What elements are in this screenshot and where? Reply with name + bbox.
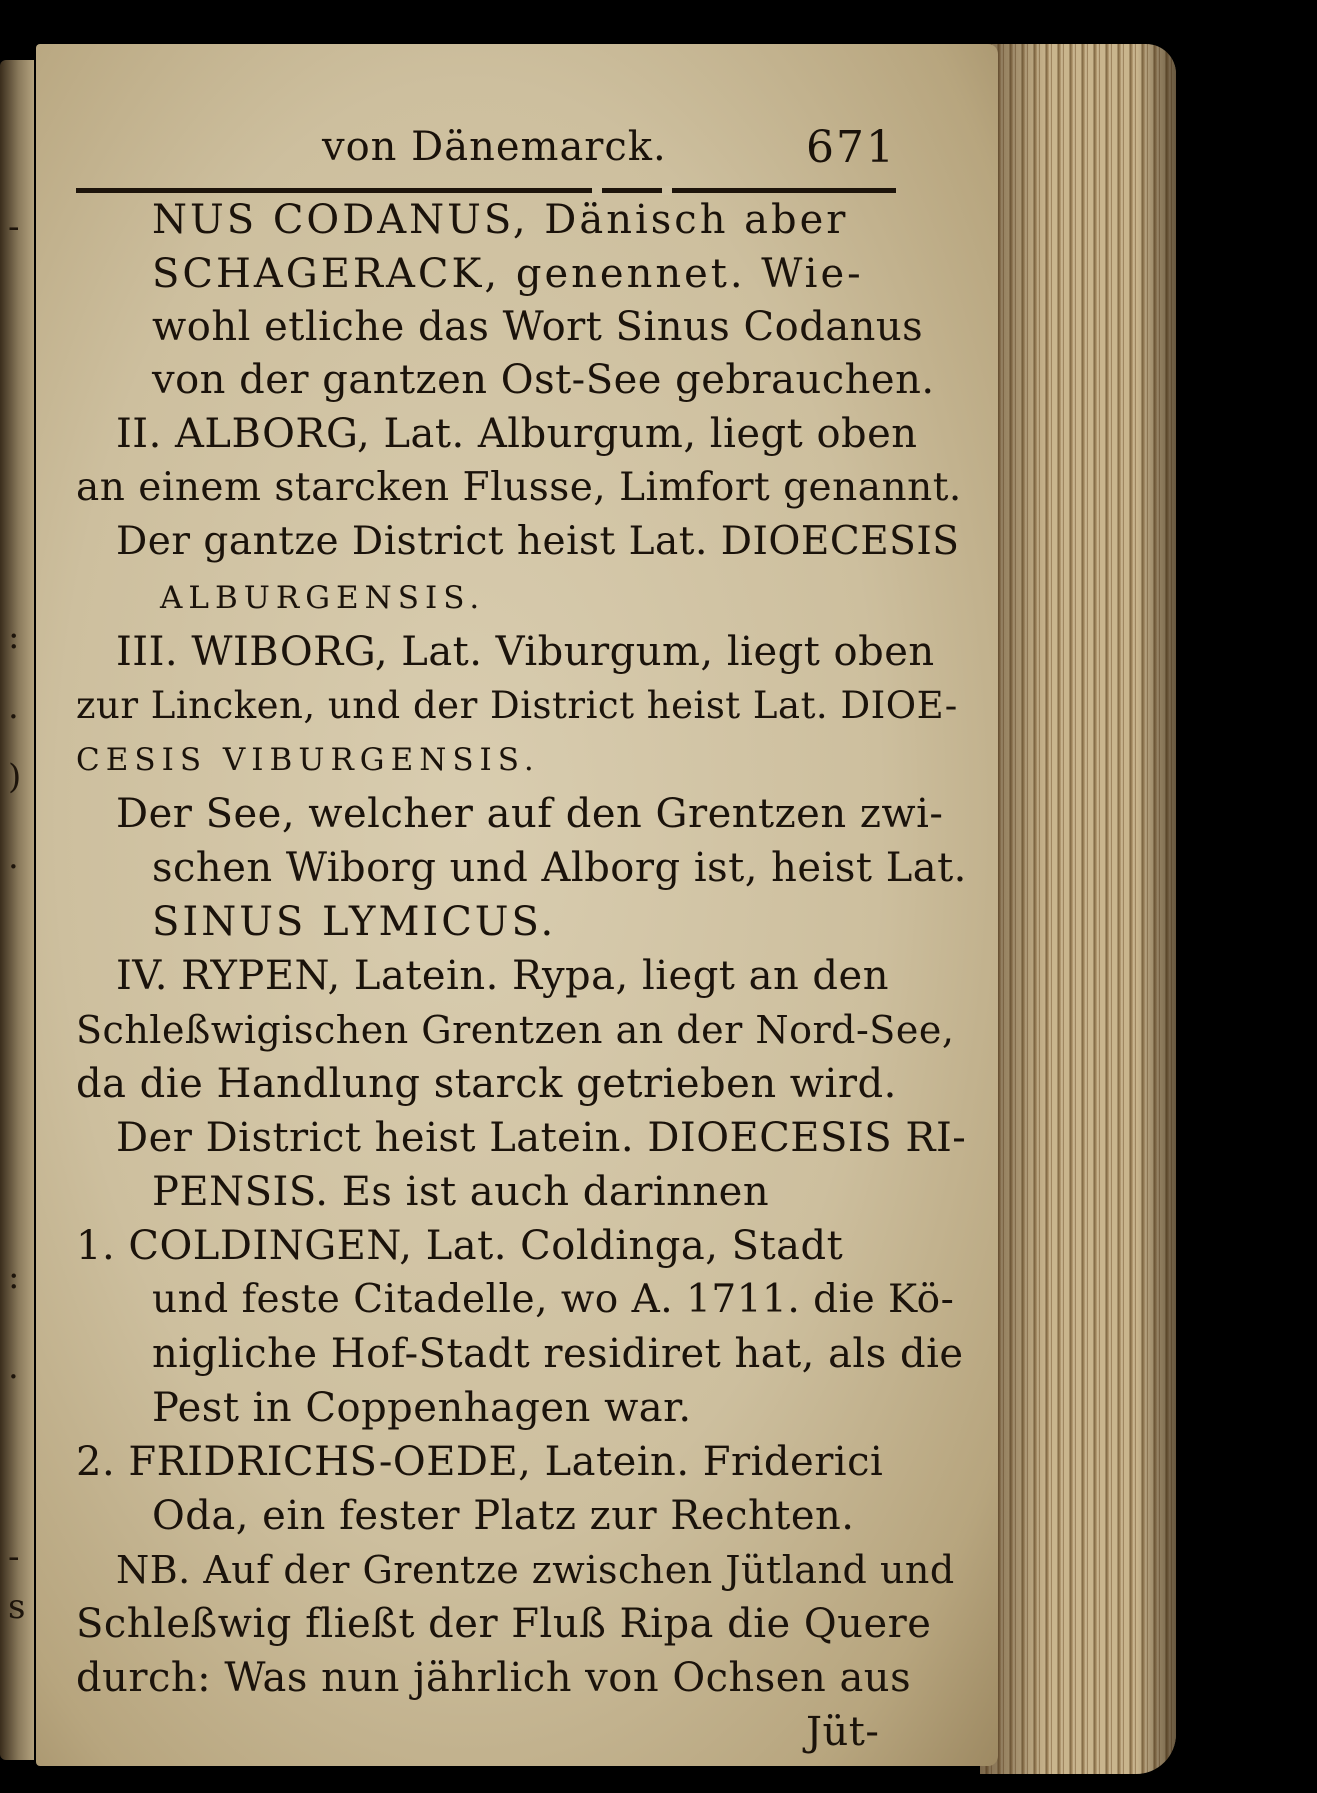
margin-mark: - [8,207,20,247]
text-line: Der See, welcher auf den Grentzen zwi- [116,791,944,837]
book-page [36,44,998,1766]
margin-mark: · [8,847,19,887]
running-head: von Dänemarck. [322,124,667,170]
previous-page-marks [2,60,32,1760]
text-line: Der gantze District heist Lat. DIOECESIS [116,519,960,564]
text-line: Schleßwig fließt der Fluß Ripa die Quere [76,1601,932,1647]
text-line: Der District heist Latein. DIOECESIS RI- [116,1115,967,1161]
text-line: 2. FRIDRICHS-OEDE, Latein. Friderici [76,1439,884,1485]
text-line: und feste Citadelle, wo A. 1711. die Kö- [152,1277,955,1322]
text-line: CESIS VIBURGENSIS. [76,742,540,778]
text-line: nigliche Hof-Stadt residiret hat, als die [152,1331,964,1377]
page-number: 671 [806,122,896,173]
text-line: ALBURGENSIS. [160,580,486,616]
text-line: Oda, ein fester Platz zur Rechten. [152,1493,855,1539]
margin-mark: : [8,617,20,657]
text-line: Pest in Coppenhagen war. [152,1385,692,1431]
text-line: SINUS LYMICUS. [152,899,557,945]
catchword: Jüt- [806,1709,880,1755]
margin-mark: : [8,1257,20,1297]
text-line: schen Wiborg und Alborg ist, heist Lat. [152,845,967,891]
text-line: Schleßwigischen Grentzen an der Nord-See, [76,1008,955,1052]
text-line: da die Handlung starck getrieben wird. [76,1061,897,1107]
text-line: NUS CODANUS, Dänisch aber [152,197,849,243]
text-line: durch: Was nun jährlich von Ochsen aus [76,1655,912,1701]
previous-page-edge [0,60,34,1760]
margin-mark: - [8,1537,20,1577]
text-line: IV. RYPEN, Latein. Rypa, liegt an den [116,953,889,999]
text-line: III. WIBORG, Lat. Viburgum, liegt oben [116,629,935,675]
margin-mark: ) [8,757,22,797]
text-line: wohl etliche das Wort Sinus Codanus [152,304,924,350]
text-line: NB. Auf der Grentze zwischen Jütland und [116,1548,955,1592]
text-line: an einem starcken Flusse, Limfort genannt. [76,465,962,510]
text-line: II. ALBORG, Lat. Alburgum, liegt oben [116,411,918,457]
text-line: von der gantzen Ost-See gebrauchen. [152,357,935,403]
margin-mark: · [8,1357,19,1397]
margin-mark: s [8,1587,26,1627]
page-body [36,44,998,1766]
text-line: PENSIS. Es ist auch darinnen [152,1169,770,1215]
text-line: zur Lincken, und der District heist Lat. DIOE- [76,684,958,727]
page-fore-edges-shade [980,44,1176,1774]
text-line: 1. COLDINGEN, Lat. Coldinga, Stadt [76,1223,844,1269]
margin-mark: · [8,697,19,737]
text-line: SCHAGERACK, genennet. Wie- [152,251,864,297]
